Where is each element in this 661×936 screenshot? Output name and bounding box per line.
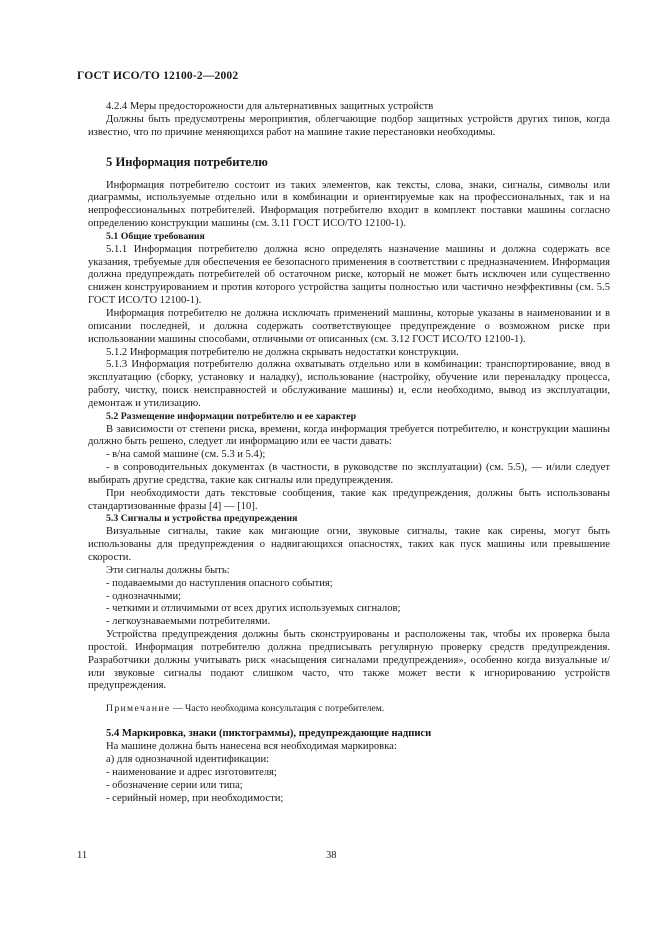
list-item: - серийный номер, при необходимости; (106, 792, 284, 804)
paragraph: При необходимости дать текстовые сообщения, такие как предупреждения, должны быть использованы стандартизованные фразы [4] — [10]. (88, 487, 610, 512)
subsection-title-5-2: 5.2 Размещение информации потребителю и ее характер (106, 410, 357, 422)
list-item: а) для однозначной идентификации: (106, 753, 270, 765)
paragraph: Визуальные сигналы, такие как мигающие огни, звуковые сигналы, такие как сирены, могут быть использованы для предупреждения о надвигающихся опасностях, таких как пуск машины или превышение скорости. (88, 526, 610, 563)
paragraph: 5.1.3 Информация потребителю должна охватывать отдельно или в комбинации: транспортирование, ввод в эксплуатацию (сборку, установку и наладку), использование (настройку, обучение или переналадку процесса, работу, чистку, поиск неисправностей и обслуживание машины) и, если необходимо, вывод из эксплуатации, демонтаж и утилизацию. (88, 359, 610, 409)
paragraph: Информация потребителю не должна исключать применений машины, которые указаны в наименовании и в описании последней, и должна содержать соответствующее предупреждение о возможном риске при использовании машины способами, отличными от описанных (см. 3.12 ГОСТ ИСО/ТО 12100-1). (88, 307, 610, 345)
subsection-title-5-3: 5.3 Сигналы и устройства предупреждения (106, 513, 298, 525)
paragraph: Должны быть предусмотрены мероприятия, облегчающие подбор защитных устройств других типов, когда известно, что по причине меняющихся работ на машине такие перестановки необходимы. (88, 113, 610, 138)
list-item: - подаваемыми до наступления опасного события; (106, 577, 333, 589)
paragraph: 5.1.1 Информация потребителю должна ясно определять назначение машины и должна содержать все указания, требуемые для обеспечения ее безопасного применения в соответствии с предназначением. Информация должна предупреждать потребителей об остаточном риске, который не может быть исключен или существенно снижен конструированием и против которого устройства защиты полностью или частично неэффективны (см. 5.5 ГОСТ ИСО/ТО 12100-1). (88, 243, 610, 307)
note-text: — Часто необходима консультация с потребителем. (170, 703, 385, 715)
footer-left-number: 11 (77, 850, 88, 861)
document-body (88, 101, 610, 805)
list-item: - легкоузнаваемыми потребителями. (106, 616, 271, 628)
section-title: 5 Информация потребителю (106, 154, 268, 169)
paragraph: В зависимости от степени риска, времени, когда информация требуется потребителю, и конструкции машины должно быть решено, следует ли информацию или ее части давать: (88, 423, 610, 448)
note (88, 703, 610, 715)
list-item: - наименование и адрес изготовителя; (106, 766, 277, 778)
document-header: ГОСТ ИСО/ТО 12100-2—2002 (77, 70, 239, 82)
subsection-title-5-4: 5.4 Маркировка, знаки (пиктограммы), предупреждающие надписи (106, 728, 432, 740)
subsection-heading-4-2-4: 4.2.4 Меры предосторожности для альтернативных защитных устройств (106, 101, 434, 112)
paragraph: Эти сигналы должны быть: (106, 564, 230, 576)
page-number: 38 (326, 850, 337, 861)
paragraph: На машине должна быть нанесена вся необходимая маркировка: (106, 741, 397, 753)
list-item: - в сопроводительных документах (в частности, в руководстве по эксплуатации) (см. 5.5), — и/или следует выбирать другие средства, такие как сигналы или предупреждения. (88, 462, 610, 486)
list-item: - обозначение серии или типа; (106, 779, 243, 791)
subsection-title-5-1: 5.1 Общие требования (106, 230, 205, 242)
paragraph: Информация потребителю состоит из таких элементов, как тексты, слова, знаки, сигналы, символы или диаграммы, используемые отдельно или в комбинации и ориентируемые как на профессиональных, так и на непрофессиональных потребителей. Информация потребителю входит в комплект поставки машины согласно определению конструкции машины (см. 3.11 ГОСТ ИСО/ТО 12100-1). (88, 179, 610, 230)
list-item: - в/на самой машине (см. 5.3 и 5.4); (106, 449, 266, 461)
list-item: - однозначными; (106, 590, 182, 602)
note-label: Примечание (106, 703, 171, 715)
list-item: - четкими и отличимыми от всех других используемых сигналов; (106, 603, 401, 615)
paragraph: 5.1.2 Информация потребителю не должна скрывать недостатки конструкции. (106, 346, 459, 358)
paragraph: Устройства предупреждения должны быть сконструированы и расположены так, чтобы их проверка была простой. Информация потребителю должна предписывать регулярную проверку средств предупреждения. Разработчики должны учитывать риск «насыщения сигналами предупреждения», особенно когда визуальные и/или звуковые сигналы подают слишком часто, что также может вести к игнорированию устройств предупреждения. (88, 629, 610, 692)
